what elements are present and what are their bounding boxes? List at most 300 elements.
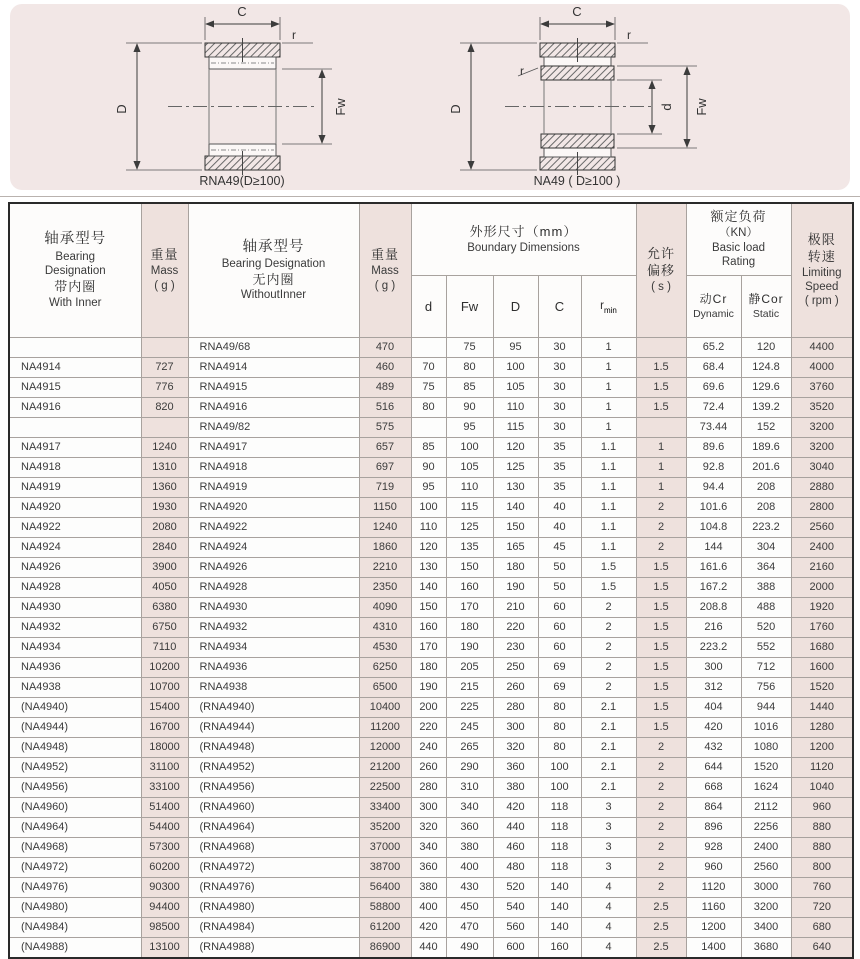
- cell: 4530: [359, 637, 411, 657]
- cell: 1: [636, 437, 686, 457]
- cell: 1.5: [636, 557, 686, 577]
- cell: 2: [636, 537, 686, 557]
- col-group-basic-load-rating: 额定负荷 （KN） Basic load Rating: [686, 203, 791, 275]
- cell: 73.44: [686, 417, 741, 437]
- col-header-d: d: [411, 275, 446, 337]
- table-row: [9, 817, 853, 837]
- cell: 440: [493, 817, 538, 837]
- cell: 208.8: [686, 597, 741, 617]
- cell: 756: [741, 677, 791, 697]
- table-row: [9, 597, 853, 617]
- cell: RNA4928: [188, 577, 359, 597]
- cell: 1120: [686, 877, 741, 897]
- bearing-diagrams: [10, 4, 850, 190]
- cell: 35: [538, 437, 581, 457]
- cell: 1: [581, 337, 636, 357]
- cell: [141, 337, 188, 357]
- cell: RNA4932: [188, 617, 359, 637]
- cell: 280: [493, 697, 538, 717]
- cell: 2.5: [636, 917, 686, 937]
- cell: [141, 417, 188, 437]
- bearing-drawing-na49: [448, 4, 709, 188]
- cell: 220: [493, 617, 538, 637]
- cell: 575: [359, 417, 411, 437]
- cell: 190: [446, 637, 493, 657]
- cell: 560: [493, 917, 538, 937]
- cell: NA4932: [9, 617, 141, 637]
- cell: 89.6: [686, 437, 741, 457]
- cell: 51400: [141, 797, 188, 817]
- cell: 69.6: [686, 377, 741, 397]
- cell: NA4917: [9, 437, 141, 457]
- cell: RNA4926: [188, 557, 359, 577]
- cell: 1: [636, 457, 686, 477]
- cell: 1.5: [636, 697, 686, 717]
- cell: RNA4930: [188, 597, 359, 617]
- cell: 245: [446, 717, 493, 737]
- cell: 3040: [791, 457, 853, 477]
- cell: 1.5: [636, 397, 686, 417]
- cell: 300: [686, 657, 741, 677]
- cell: RNA4917: [188, 437, 359, 457]
- cell: 60: [538, 617, 581, 637]
- cell: (RNA4968): [188, 837, 359, 857]
- cell: 80: [538, 737, 581, 757]
- cell: 712: [741, 657, 791, 677]
- col-header-permissible-offset: 允许 偏移 ( s ): [636, 203, 686, 337]
- col-group-boundary-dimensions: 外形尺寸（mm） Boundary Dimensions: [411, 203, 636, 275]
- cell: 69: [538, 677, 581, 697]
- cell: 2000: [791, 577, 853, 597]
- cell: 2112: [741, 797, 791, 817]
- cell: 100: [446, 437, 493, 457]
- cell: 100: [411, 497, 446, 517]
- cell: 208: [741, 477, 791, 497]
- cell: 65.2: [686, 337, 741, 357]
- cell: 50: [538, 557, 581, 577]
- cell: 1: [581, 377, 636, 397]
- cell: 2256: [741, 817, 791, 837]
- cell: 110: [446, 477, 493, 497]
- table-row: [9, 837, 853, 857]
- cell: 1: [636, 477, 686, 497]
- cell: 1.1: [581, 497, 636, 517]
- cell: 1310: [141, 457, 188, 477]
- cell: 21200: [359, 757, 411, 777]
- cell: 223.2: [741, 517, 791, 537]
- cell: 57300: [141, 837, 188, 857]
- cell: 68.4: [686, 357, 741, 377]
- table-row: [9, 877, 853, 897]
- cell: 1: [581, 357, 636, 377]
- cell: 95: [446, 417, 493, 437]
- cell: 3: [581, 837, 636, 857]
- cell: 697: [359, 457, 411, 477]
- cell: (NA4952): [9, 757, 141, 777]
- cell: 90300: [141, 877, 188, 897]
- table-row: [9, 777, 853, 797]
- cell: 16700: [141, 717, 188, 737]
- cell: 12000: [359, 737, 411, 757]
- dim-label-c-left: C: [237, 4, 247, 19]
- cell: 4: [581, 897, 636, 917]
- cell: 3760: [791, 377, 853, 397]
- cell: RNA49/82: [188, 417, 359, 437]
- cell: 90: [411, 457, 446, 477]
- cell: (RNA4948): [188, 737, 359, 757]
- cell: NA4920: [9, 497, 141, 517]
- cell: 69: [538, 657, 581, 677]
- table-row: [9, 637, 853, 657]
- col-header-rmin: $r_{min}$: [581, 275, 636, 337]
- cell: 300: [411, 797, 446, 817]
- cell: 180: [493, 557, 538, 577]
- cell: 223.2: [686, 637, 741, 657]
- cell: 125: [446, 517, 493, 537]
- table-row: [9, 417, 853, 437]
- cell: 140: [538, 897, 581, 917]
- cell: 680: [791, 917, 853, 937]
- cell: 54400: [141, 817, 188, 837]
- cell: 110: [493, 397, 538, 417]
- table-row: [9, 897, 853, 917]
- cell: 3: [581, 857, 636, 877]
- cell: 944: [741, 697, 791, 717]
- cell: 1.1: [581, 457, 636, 477]
- cell: 130: [493, 477, 538, 497]
- cell: 95: [493, 337, 538, 357]
- cell: (NA4944): [9, 717, 141, 737]
- cell: 896: [686, 817, 741, 837]
- cell: [9, 337, 141, 357]
- spec-table: [8, 202, 854, 959]
- cell: RNA4920: [188, 497, 359, 517]
- cell: 45: [538, 537, 581, 557]
- cell: 118: [538, 817, 581, 837]
- cell: 320: [411, 817, 446, 837]
- table-row: [9, 477, 853, 497]
- cell: [636, 337, 686, 357]
- cell: (NA4972): [9, 857, 141, 877]
- cell: 6250: [359, 657, 411, 677]
- cell: 1120: [791, 757, 853, 777]
- cell: 420: [493, 797, 538, 817]
- cell: 30: [538, 417, 581, 437]
- cell: 3400: [741, 917, 791, 937]
- cell: (NA4980): [9, 897, 141, 917]
- cell: 95: [411, 477, 446, 497]
- cell: 30: [538, 337, 581, 357]
- cell: 540: [493, 897, 538, 917]
- cell: [411, 417, 446, 437]
- cell: 4: [581, 937, 636, 958]
- cell: 440: [411, 937, 446, 958]
- cell: NA4936: [9, 657, 141, 677]
- cell: 1240: [359, 517, 411, 537]
- cell: 120: [411, 537, 446, 557]
- cell: 928: [686, 837, 741, 857]
- cell: 2160: [791, 557, 853, 577]
- cell: 60200: [141, 857, 188, 877]
- cell: 15400: [141, 697, 188, 717]
- cell: (NA4964): [9, 817, 141, 837]
- cell: 960: [686, 857, 741, 877]
- cell: 7110: [141, 637, 188, 657]
- cell: 80: [446, 357, 493, 377]
- cell: 160: [538, 937, 581, 958]
- cell: 2560: [741, 857, 791, 877]
- cell: (RNA4944): [188, 717, 359, 737]
- table-row: [9, 577, 853, 597]
- cell: 460: [359, 357, 411, 377]
- cell: 450: [446, 897, 493, 917]
- table-row: [9, 377, 853, 397]
- cell: 727: [141, 357, 188, 377]
- col-header-fw: Fw: [446, 275, 493, 337]
- cell: 4050: [141, 577, 188, 597]
- cell: 161.6: [686, 557, 741, 577]
- cell: RNA4915: [188, 377, 359, 397]
- cell: 75: [411, 377, 446, 397]
- cell: 40: [538, 497, 581, 517]
- table-row: [9, 397, 853, 417]
- cell: 80: [411, 397, 446, 417]
- cell: 140: [538, 877, 581, 897]
- cell: 1360: [141, 477, 188, 497]
- cell: 120: [493, 437, 538, 457]
- cell: 388: [741, 577, 791, 597]
- cell: 50: [538, 577, 581, 597]
- cell: 30: [538, 357, 581, 377]
- table-row: [9, 337, 853, 357]
- cell: 520: [741, 617, 791, 637]
- cell: 490: [446, 937, 493, 958]
- table-row: [9, 657, 853, 677]
- cell: 101.6: [686, 497, 741, 517]
- cell: 35: [538, 477, 581, 497]
- cell: NA4919: [9, 477, 141, 497]
- cell: 432: [686, 737, 741, 757]
- cell: 230: [493, 637, 538, 657]
- table-row: [9, 917, 853, 937]
- cell: 4000: [791, 357, 853, 377]
- cell: 2080: [141, 517, 188, 537]
- cell: 460: [493, 837, 538, 857]
- cell: 260: [411, 757, 446, 777]
- cell: 2.1: [581, 697, 636, 717]
- cell: 280: [411, 777, 446, 797]
- cell: 1600: [791, 657, 853, 677]
- cell: 105: [446, 457, 493, 477]
- dim-label-D-left: D: [114, 104, 129, 114]
- cell: (RNA4960): [188, 797, 359, 817]
- cell: 1.5: [636, 377, 686, 397]
- diagram-caption-rna49: RNA49(D≥100): [199, 174, 285, 188]
- cell: (RNA4940): [188, 697, 359, 717]
- cell: 1520: [741, 757, 791, 777]
- cell: 1.5: [636, 637, 686, 657]
- cell: 70: [411, 357, 446, 377]
- dim-label-d-right: d: [659, 103, 674, 111]
- cell: RNA4938: [188, 677, 359, 697]
- cell: 144: [686, 537, 741, 557]
- cell: 2.1: [581, 717, 636, 737]
- cell: 2: [636, 837, 686, 857]
- cell: 380: [493, 777, 538, 797]
- cell: 160: [446, 577, 493, 597]
- cell: 3200: [741, 897, 791, 917]
- cell: 1080: [741, 737, 791, 757]
- cell: 516: [359, 397, 411, 417]
- table-row: [9, 757, 853, 777]
- cell: 11200: [359, 717, 411, 737]
- cell: 250: [493, 657, 538, 677]
- table-row: [9, 717, 853, 737]
- cell: NA4928: [9, 577, 141, 597]
- cell: 320: [493, 737, 538, 757]
- cell: 2840: [141, 537, 188, 557]
- cell: 152: [741, 417, 791, 437]
- cell: 33100: [141, 777, 188, 797]
- cell: (NA4940): [9, 697, 141, 717]
- cell: 2: [581, 617, 636, 637]
- cell: 100: [493, 357, 538, 377]
- cell: 1.1: [581, 437, 636, 457]
- diagram-panel: [10, 4, 850, 190]
- cell: NA4930: [9, 597, 141, 617]
- cell: NA4915: [9, 377, 141, 397]
- cell: 160: [411, 617, 446, 637]
- cell: 1150: [359, 497, 411, 517]
- cell: 657: [359, 437, 411, 457]
- cell: 1: [581, 417, 636, 437]
- cell: 4: [581, 917, 636, 937]
- cell: 420: [686, 717, 741, 737]
- cell: 170: [446, 597, 493, 617]
- cell: 404: [686, 697, 741, 717]
- cell: RNA4922: [188, 517, 359, 537]
- cell: RNA4924: [188, 537, 359, 557]
- col-header-with-inner: 轴承型号 Bearing Designation 带内圈 With Inner: [9, 203, 141, 337]
- cell: 118: [538, 797, 581, 817]
- cell: 420: [411, 917, 446, 937]
- cell: 340: [411, 837, 446, 857]
- cell: 200: [411, 697, 446, 717]
- cell: 1.5: [636, 357, 686, 377]
- table-row: [9, 537, 853, 557]
- cell: (RNA4980): [188, 897, 359, 917]
- cell: 104.8: [686, 517, 741, 537]
- cell: 10200: [141, 657, 188, 677]
- cell: 205: [446, 657, 493, 677]
- cell: (RNA4956): [188, 777, 359, 797]
- cell: RNA4936: [188, 657, 359, 677]
- cell: 2.1: [581, 777, 636, 797]
- cell: 400: [446, 857, 493, 877]
- cell: 6380: [141, 597, 188, 617]
- cell: 312: [686, 677, 741, 697]
- cell: 1016: [741, 717, 791, 737]
- cell: 115: [493, 417, 538, 437]
- cell: 360: [493, 757, 538, 777]
- cell: 30: [538, 377, 581, 397]
- cell: 1.5: [636, 657, 686, 677]
- cell: (NA4960): [9, 797, 141, 817]
- cell: 2: [581, 637, 636, 657]
- cell: 360: [411, 857, 446, 877]
- cell: 220: [411, 717, 446, 737]
- cell: 10700: [141, 677, 188, 697]
- cell: NA4934: [9, 637, 141, 657]
- cell: (NA4948): [9, 737, 141, 757]
- col-header-dynamic-cr: 动Cr Dynamic: [686, 275, 741, 337]
- cell: 2: [636, 817, 686, 837]
- cell: 18000: [141, 737, 188, 757]
- cell: (RNA4972): [188, 857, 359, 877]
- cell: 430: [446, 877, 493, 897]
- cell: 72.4: [686, 397, 741, 417]
- cell: 2350: [359, 577, 411, 597]
- cell: 110: [411, 517, 446, 537]
- cell: 4400: [791, 337, 853, 357]
- cell: 2: [636, 517, 686, 537]
- cell: 2.5: [636, 937, 686, 958]
- cell: 189.6: [741, 437, 791, 457]
- cell: 1160: [686, 897, 741, 917]
- cell: 201.6: [741, 457, 791, 477]
- cell: 100: [538, 757, 581, 777]
- cell: 1680: [791, 637, 853, 657]
- cell: 140: [538, 917, 581, 937]
- cell: 35200: [359, 817, 411, 837]
- cell: 86900: [359, 937, 411, 958]
- cell: RNA4914: [188, 357, 359, 377]
- cell: 776: [141, 377, 188, 397]
- cell: 216: [686, 617, 741, 637]
- cell: RNA4934: [188, 637, 359, 657]
- cell: 90: [446, 397, 493, 417]
- table-row: [9, 457, 853, 477]
- cell: 85: [411, 437, 446, 457]
- cell: 3520: [791, 397, 853, 417]
- cell: 3680: [741, 937, 791, 958]
- table-row: [9, 517, 853, 537]
- cell: 240: [411, 737, 446, 757]
- col-header-without-inner: 轴承型号 Bearing Designation 无内圈 WithoutInner: [188, 203, 359, 337]
- cell: 2: [636, 777, 686, 797]
- cell: 37000: [359, 837, 411, 857]
- cell: 2400: [791, 537, 853, 557]
- cell: 75: [446, 337, 493, 357]
- cell: 31100: [141, 757, 188, 777]
- table-row: [9, 857, 853, 877]
- cell: 489: [359, 377, 411, 397]
- cell: 38700: [359, 857, 411, 877]
- cell: 1440: [791, 697, 853, 717]
- cell: 210: [493, 597, 538, 617]
- dim-label-r1-right: r: [627, 28, 631, 42]
- cell: 552: [741, 637, 791, 657]
- cell: 170: [411, 637, 446, 657]
- cell: 1624: [741, 777, 791, 797]
- cell: 265: [446, 737, 493, 757]
- cell: 61200: [359, 917, 411, 937]
- cell: 820: [141, 397, 188, 417]
- cell: (NA4956): [9, 777, 141, 797]
- cell: 13100: [141, 937, 188, 958]
- cell: 120: [741, 337, 791, 357]
- cell: 960: [791, 797, 853, 817]
